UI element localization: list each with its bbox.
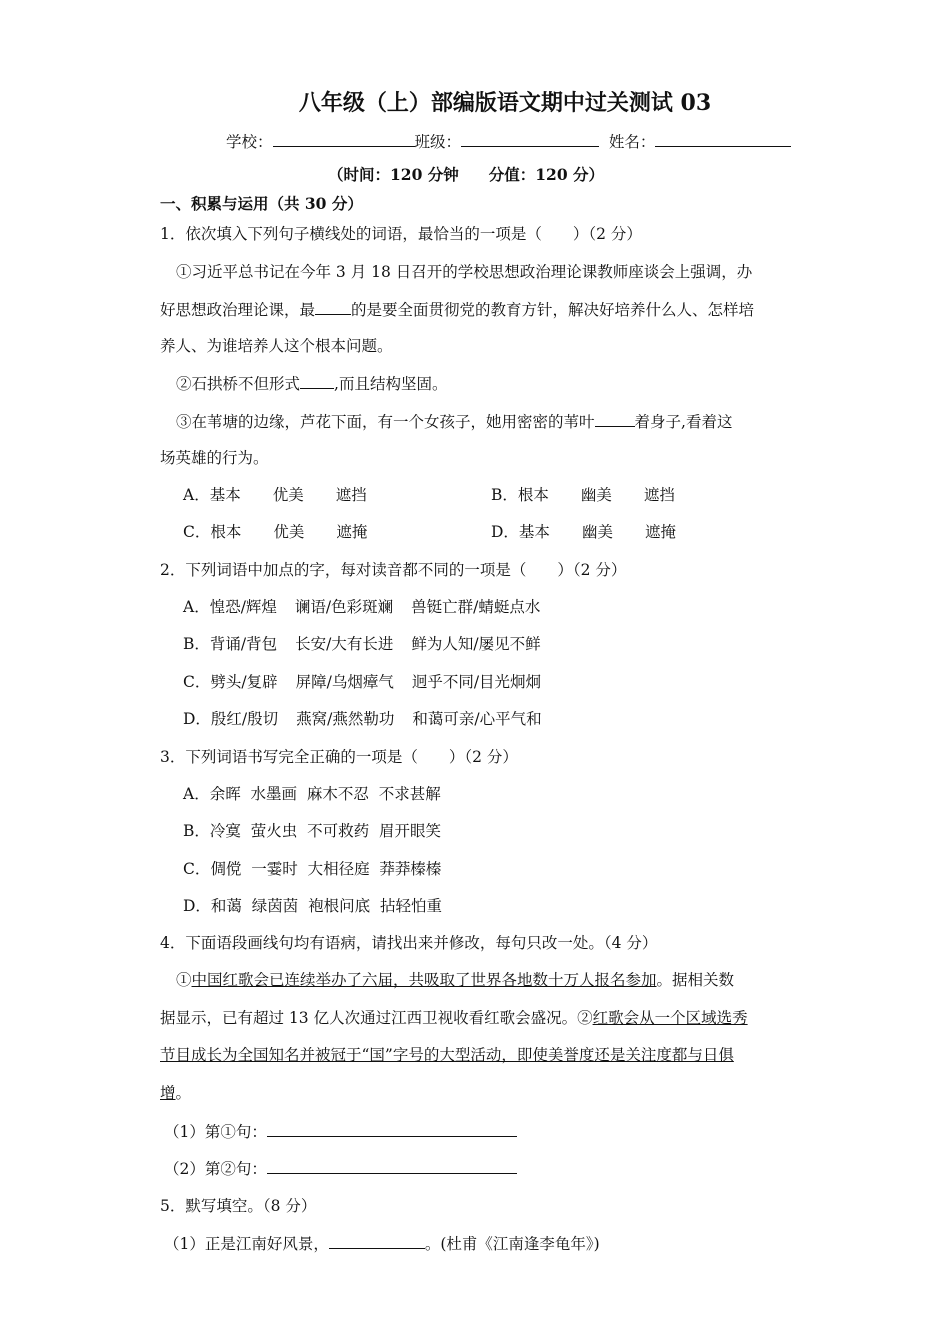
header-fields xyxy=(226,130,791,153)
q1-option-c[interactable]: C．根本 优美 遮掩 xyxy=(183,523,368,541)
q3-stem: 3．下列词语书写完全正确的一项是（ ）（2 分） xyxy=(160,748,518,766)
q3-option-a[interactable]: A．余晖 水墨画 麻木不忍 不求甚解 xyxy=(183,785,441,803)
q5-item-1-blank[interactable] xyxy=(329,1232,425,1249)
q1-sentence2 xyxy=(176,372,447,395)
q4-underlined-sentence-1: 中国红歌会已连续举办了六届，共吸取了世界各地数十万人报名参加 xyxy=(191,971,657,989)
q4-text-1c: 。据相关数 xyxy=(656,971,735,989)
q4-underlined-end: 增 xyxy=(160,1084,176,1102)
q1-blank-2[interactable] xyxy=(300,372,334,389)
q1-option-a[interactable]: A．基本 优美 遮挡 xyxy=(183,486,367,504)
q2-option-d[interactable]: D．殷红/殷切 燕窝/燕然勒功 和蔼可亲/心平气和 xyxy=(183,710,542,728)
q4-answer-2 xyxy=(164,1157,517,1180)
q1-s1-text-b: 的是要全面贯彻党的教育方针，解决好培养什么人、怎样培 xyxy=(351,301,755,319)
q5-stem: 5．默写填空。（8 分） xyxy=(160,1197,317,1215)
q4-answer-1-label: （1）第①句： xyxy=(164,1123,267,1141)
class-blank[interactable] xyxy=(461,130,599,147)
q3-option-d[interactable]: D．和蔼 绿茵茵 袍根问底 拈轻怕重 xyxy=(183,897,442,915)
q1-sentence3-line2: 场英雄的行为。 xyxy=(160,449,269,467)
q4-passage-line3: 节目成长为全国知名并被冠于“国”字号的大型活动，即使美誉度还是关注度都与日俱 xyxy=(160,1046,734,1064)
q4-answer-1 xyxy=(164,1120,517,1143)
q1-s3-text-a: ③在苇塘的边缘，芦花下面，有一个女孩子，她用密密的苇叶 xyxy=(176,413,595,431)
q4-marker-1: ① xyxy=(176,971,192,989)
q1-stem: 1．依次填入下列句子横线处的词语，最恰当的一项是（ ）（2 分） xyxy=(160,225,642,243)
q2-option-a[interactable]: A．惶恐/辉煌 谰语/色彩斑斓 兽铤亡群/蜻蜓点水 xyxy=(183,598,541,616)
q2-stem: 2．下列词语中加点的字，每对读音都不同的一项是（ ）（2 分） xyxy=(160,561,627,579)
q5-item-1-text-a: （1）正是江南好风景， xyxy=(164,1235,329,1253)
q4-underlined-sentence-2a: 红歌会从一个区域选秀 xyxy=(592,1009,748,1027)
name-label: 姓名： xyxy=(608,133,656,151)
q1-option-b[interactable]: B．根本 幽美 遮挡 xyxy=(491,486,675,504)
q1-sentence3-line1 xyxy=(176,410,732,433)
q1-s1-text-a: 好思想政治理论课，最 xyxy=(160,301,316,319)
q1-blank-3[interactable] xyxy=(595,410,635,427)
q4-answer-2-blank[interactable] xyxy=(267,1157,517,1174)
q4-passage-line1 xyxy=(176,969,734,991)
q2-option-b[interactable]: B．背诵/背包 长安/大有长进 鲜为人知/屡见不鲜 xyxy=(183,635,541,653)
name-blank[interactable] xyxy=(655,130,791,147)
q1-s3-text-b: 着身子,看着这 xyxy=(634,413,733,431)
q4-stem: 4．下面语段画线句均有语病，请找出来并修改，每句只改一处。（4 分） xyxy=(160,934,658,952)
q3-option-c[interactable]: C．倜傥 一霎时 大相径庭 莽莽榛榛 xyxy=(183,860,442,878)
q1-blank-1[interactable] xyxy=(315,298,351,315)
q1-sentence1-line2 xyxy=(160,298,754,321)
class-label: 班级： xyxy=(414,133,462,151)
q1-sentence1-line3: 养人、为谁培养人这个根本问题。 xyxy=(160,337,393,355)
q5-item-1-text-b: 。(杜甫《江南逢李龟年》) xyxy=(424,1235,600,1253)
q5-item-1 xyxy=(164,1232,600,1255)
time-score-info xyxy=(328,164,604,186)
time-info: （时间：120 分钟 xyxy=(328,165,459,184)
q4-passage-line4: 增。 xyxy=(160,1084,192,1102)
q4-answer-1-blank[interactable] xyxy=(267,1120,517,1137)
page-title: 八年级（上）部编版语文期中过关测试 03 xyxy=(298,90,712,116)
q2-option-c[interactable]: C．劈头/复辟 屏障/乌烟瘴气 迥乎不同/目光炯炯 xyxy=(183,673,542,691)
score-info: 分值：120 分） xyxy=(488,165,605,184)
q4-answer-2-label: （2）第②句： xyxy=(164,1160,267,1178)
q3-option-b[interactable]: B．冷寞 萤火虫 不可救药 眉开眼笑 xyxy=(183,822,441,840)
q1-option-d[interactable]: D．基本 幽美 遮掩 xyxy=(491,523,676,541)
school-blank[interactable] xyxy=(273,130,415,147)
school-label: 学校： xyxy=(226,133,273,151)
q4-text-2a: 据显示，已有超过 13 亿人次通过江西卫视收看红歌会盛况。② xyxy=(160,1009,593,1027)
q1-s2-text-a: ②石拱桥不但形式 xyxy=(176,375,301,393)
q4-passage-line2 xyxy=(160,1007,748,1029)
section-heading: 一、积累与运用（共 30 分） xyxy=(160,194,363,213)
q1-sentence1-line1: ①习近平总书记在今年 3 月 18 日召开的学校思想政治理论课教师座谈会上强调，办 xyxy=(176,263,753,281)
q1-s2-text-b: ,而且结构坚固。 xyxy=(334,375,448,393)
